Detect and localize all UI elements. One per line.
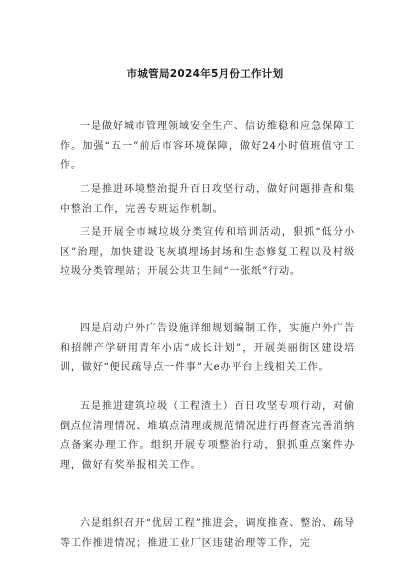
paragraph-5: 五是推进建筑垃圾（工程渣土）百日攻坚专项行动，对偷倒点位清理情况、堆填点清理或规范情况进行再督查完善消纳点备案办理工作。组织开展专项整治行动，狠抓重点案件办理，做好有奖举报相关工作。 [60,401,355,471]
paragraph-6: 六是组织召开“优居工程”推进会，调度推查、整治、疏导等工作推进情况；推进工业厂区违建治理等工作，完 [60,518,355,549]
paragraph-2: 二是推进环境整治提升百日攻坚行动，做好问题排查和集中整治工作，完善专班运作机制。 [60,184,355,215]
paragraph-1: 一是做好城市管理领域安全生产、信访维稳和应急保障工作。加强“五一”前后市容环境保障，做好24小时值班值守工作。 [60,121,355,171]
paragraph-3: 三是开展全市城垃圾分类宣传和培训活动，狠抓“低分小区”治理，加快建设飞灰填埋场封场和生态修复工程以及村级垃圾分类管理站；开展公共卫生间“一张纸”行动。 [60,227,355,277]
paragraph-4: 四是启动户外广告设施详细规划编制工作，实施户外广告和招牌产学研用青年小店“成长计划”，开展美丽街区建设培训，做好“便民疏导点一件事”大e办平台上线相关工作。 [60,323,355,373]
document-title: 市城管局2024年5月份工作计划 [126,68,284,80]
